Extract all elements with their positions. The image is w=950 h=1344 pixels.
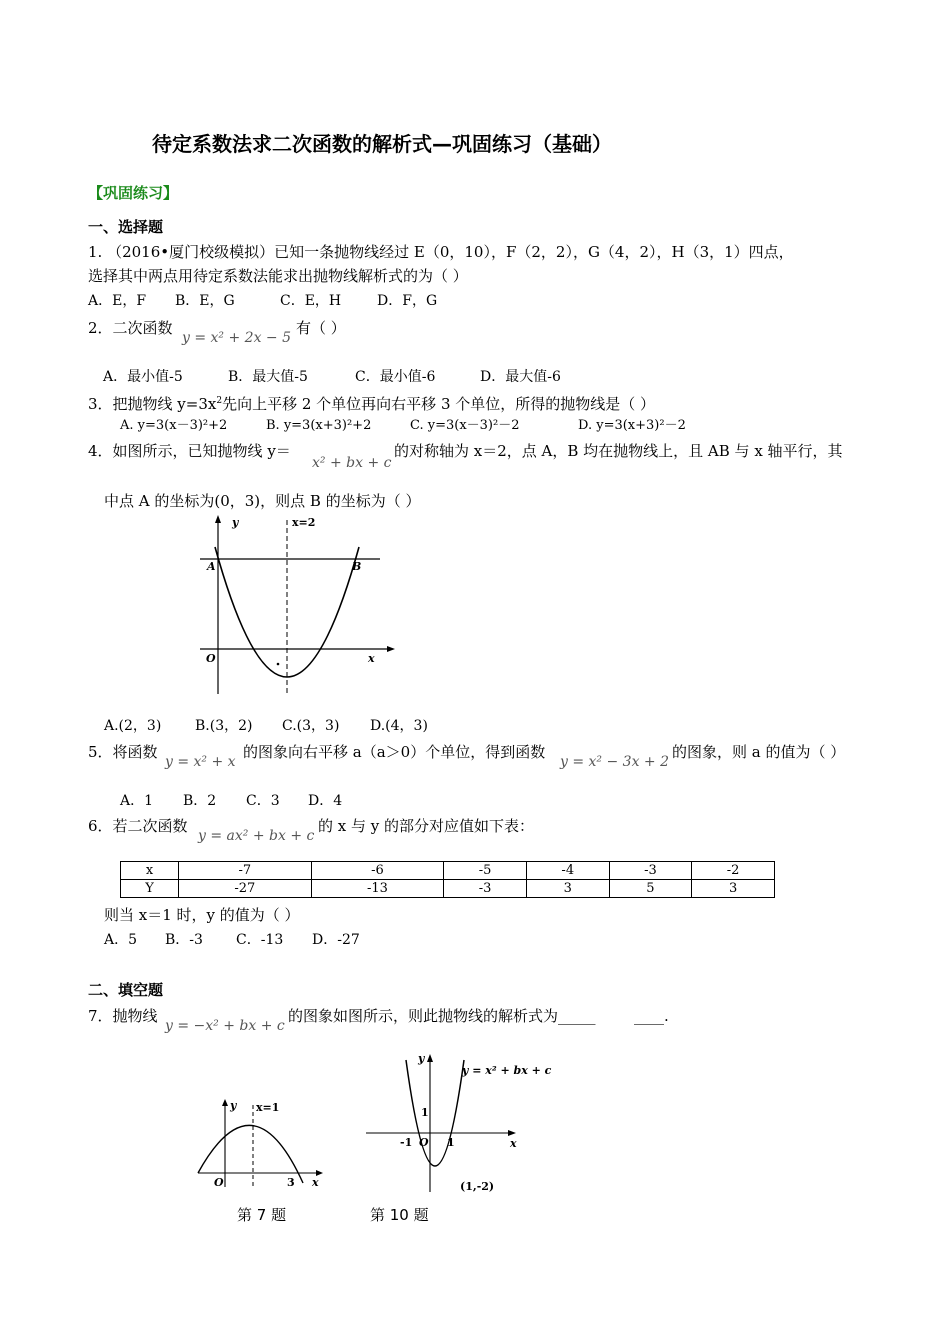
q7-graph-o: O [214, 1176, 224, 1189]
q5-formula1: y = x² + x [165, 754, 236, 770]
q4-prefix: 4．如图所示，已知抛物线 y＝ [88, 442, 291, 460]
q5-prefix: 5．将函数 [88, 743, 158, 761]
table-cell: -3 [444, 880, 527, 898]
table-cell: -7 [179, 862, 312, 880]
q6-value-table [120, 861, 775, 898]
q4-option-c: C.(3，3) [282, 718, 340, 734]
q3-suffix: 先向上平移 2 个单位再向右平移 3 个单位，所得的抛物线是（ ） [222, 395, 656, 413]
q1-option-d: D．F，G [377, 293, 438, 309]
section-choice-heading: 一、选择题 [88, 218, 164, 236]
q10-graph-o: O [419, 1136, 429, 1149]
q10-graph-eq: y = x² + bx + c [462, 1064, 552, 1077]
q2-option-b: B．最大值-5 [228, 369, 308, 385]
q7-prefix: 7．抛物线 [88, 1007, 158, 1025]
table-cell: 3 [526, 880, 609, 898]
q1-option-b: B．E，G [175, 293, 235, 309]
q4-option-b: B.(3，2) [195, 718, 253, 734]
q7-graph-axis: x=1 [256, 1101, 280, 1114]
caption-q7: 第 7 题 [237, 1206, 287, 1224]
q5-formula2: y = x² − 3x + 2 [560, 754, 670, 770]
q10-graph-neg1: -1 [400, 1136, 413, 1149]
q4-label-a: A [207, 560, 216, 573]
q5-suffix: 的图象，则 a 的值为（ ） [672, 743, 846, 761]
q5-option-d: D．4 [308, 793, 343, 809]
q10-graph-vertex: (1,-2) [460, 1180, 495, 1193]
q7-blank-end: ____. [634, 1007, 669, 1025]
table-cell: -27 [179, 880, 312, 898]
q4-parabola-graph [195, 512, 400, 697]
table-cell: -13 [311, 880, 444, 898]
q2-option-d: D．最大值-6 [480, 369, 561, 385]
q6-line2: 则当 x＝1 时，y 的值为（ ） [104, 906, 300, 924]
q4-x-arrow [387, 646, 395, 652]
q4-dot [277, 663, 280, 666]
q1-line2: 选择其中两点用待定系数法能求出抛物线解析式的为（ ） [88, 267, 468, 285]
q4-option-a: A.(2，3) [104, 718, 162, 734]
q2-option-c: C．最小值-6 [355, 369, 436, 385]
q5-option-a: A．1 [120, 793, 154, 809]
q5-option-c: C．3 [246, 793, 280, 809]
q5-option-b: B．2 [183, 793, 217, 809]
q4-label-o: O [206, 652, 216, 665]
q6-option-d: D．-27 [312, 932, 360, 948]
q3-prefix: 3．把抛物线 y=3x [88, 395, 217, 413]
q6-option-b: B．-3 [165, 932, 203, 948]
q4-label-axis: x=2 [292, 516, 316, 529]
q10-parabola-graph [362, 1050, 577, 1195]
q3-option-c: C. y=3(x－3)²－2 [410, 418, 520, 433]
q4-suffix: 的对称轴为 x＝2，点 A，B 均在抛物线上，且 AB 与 x 轴平行，其 [394, 442, 843, 460]
q10-graph-x: x [510, 1137, 517, 1150]
q6-prefix: 6．若二次函数 [88, 817, 188, 835]
caption-q10: 第 10 题 [370, 1206, 429, 1224]
q5-middle: 的图象向右平移 a（a＞0）个单位，得到函数 [243, 743, 546, 761]
q10-graph-one-x: 1 [447, 1136, 455, 1149]
q7-formula: y = −x² + bx + c [165, 1018, 285, 1034]
q2-option-a: A．最小值-5 [103, 369, 183, 385]
q4-formula: x² + bx + c [312, 455, 392, 471]
table-row-y [121, 880, 775, 898]
table-row-x [121, 862, 775, 880]
table-cell: 5 [609, 880, 692, 898]
q3-option-b: B. y=3(x+3)²+2 [266, 418, 372, 433]
q6-formula: y = ax² + bx + c [198, 828, 315, 844]
table-cell: -6 [311, 862, 444, 880]
q6-suffix: 的 x 与 y 的部分对应值如下表： [318, 817, 535, 835]
q10-graph-y: y [418, 1052, 425, 1065]
q3-option-d: D. y=3(x+3)²－2 [578, 418, 686, 433]
q1-option-c: C．E，H [280, 293, 342, 309]
q6-option-c: C．-13 [236, 932, 284, 948]
table-cell: x [121, 862, 179, 880]
section-fill-heading: 二、填空题 [88, 981, 164, 999]
page-title: 待定系数法求二次函数的解析式—巩固练习（基础） [152, 132, 612, 156]
q10-graph-one-y: 1 [421, 1106, 429, 1119]
section-tag: 【巩固练习】 [88, 184, 179, 202]
q7-suffix: 的图象如图所示，则此抛物线的解析式为_____ [288, 1007, 596, 1025]
q4-line2: 中点 A 的坐标为(0，3)，则点 B 的坐标为（ ） [104, 492, 421, 510]
q6-option-a: A．5 [104, 932, 138, 948]
q4-y-arrow [215, 515, 221, 523]
q1-line1: 1. （2016•厦门校级模拟）已知一条抛物线经过 E（0，10），F（2，2），G（4，2），H（3，1）四点， [88, 243, 794, 261]
table-cell: Y [121, 880, 179, 898]
q2-prefix: 2．二次函数 [88, 319, 173, 337]
q7-graph-three: 3 [287, 1176, 295, 1189]
q3-sup: 2 [216, 396, 223, 406]
table-cell: -3 [609, 862, 692, 880]
q4-label-b: B [352, 560, 362, 573]
q1-option-a: A．E，F [88, 293, 147, 309]
q4-option-d: D.(4，3) [370, 718, 428, 734]
q4-label-y: y [232, 516, 239, 529]
q2-suffix: 有（ ） [296, 319, 346, 337]
table-cell: -4 [526, 862, 609, 880]
table-cell: -5 [444, 862, 527, 880]
table-cell: -2 [692, 862, 775, 880]
q2-formula: y = x² + 2x − 5 [182, 330, 292, 346]
q7-graph-y: y [230, 1099, 237, 1112]
table-cell: 3 [692, 880, 775, 898]
q7-parabola-graph [193, 1095, 328, 1190]
q3-option-a: A. y=3(x－3)²+2 [120, 418, 228, 433]
q7-graph-x: x [312, 1176, 319, 1189]
q3-line [88, 391, 655, 414]
q4-label-x: x [368, 652, 375, 665]
